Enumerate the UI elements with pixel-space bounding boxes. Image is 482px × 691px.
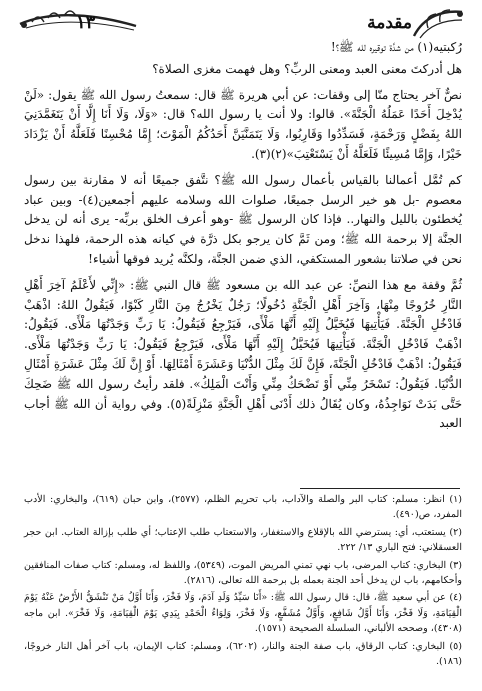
footnote: (٤) عن أبي سعيد ﷺ، قال: قال رسول الله ﷺ: «أَنَا سَيِّدُ وَلَدِ آدَمَ، وَلَا فَخْرَ، وَأَنَا أَوَّلُ مَنْ تَنْشَقُّ الأَرْضُ عَنْهُ يَوْمَ الْقِيَامَةِ، وَلَا فَخْرَ، وَأَنَا أَوَّلُ شَافِعٍ، وَأَوَّلُ مُشَفَّعٍ، وَلَا فَخْرَ، وَلِوَاءُ الْحَمْدِ بِيَدِي يَوْمَ الْقِيَامَةِ، وَلَا فَخْرَ». ابن ماجه (٤٣٠٨)، وصححه الألباني، السلسلة الصحيحة (١٥٧١). bbox=[24, 592, 462, 635]
footnote: (٢) يستعتب، أي: يسترضي الله بالإقلاع والاستغفار، والاستعتاب طلب الإعتاب؛ أي طلب بإزالة العتاب. ابن حجر العسقلاني: فتح الباري ١٣/ ٢٢٢. bbox=[24, 526, 463, 554]
body-paragraph: رُكبتيه(١) من شدَّة توقيره لله ﷺ؟! bbox=[330, 40, 462, 54]
footnotes bbox=[24, 492, 462, 671]
footnote: (٣) البخاري: كتاب المرضى، باب نهي تمني المريض الموت، (٥٣٤٩)، واللفظ له، ومسلم: كتاب صفات المنافقين وأحكامهم، باب لن يدخل أحد الجنة بعمله بل برحمة الله تعالى، (٢٨١٦). bbox=[24, 559, 462, 587]
body-paragraph: هل أدركتَ معنى العبد ومعنى الربِّ؟ وهل فهمت مغزى الصلاة؟ bbox=[152, 61, 462, 76]
header-ornament-right bbox=[410, 6, 466, 42]
footnote: (١) انظر: مسلم: كتاب البر والصلة والآداب، باب تحريم الظلم، (٢٥٧٧)، وابن حبان (٦١٩)، والبخاري: الأدب المفرد، ص(٤٩٠). bbox=[24, 494, 462, 521]
footnote-divider bbox=[300, 488, 460, 489]
body-paragraph: ثُمَّ وقفة مع هذا النصِّ: عن عبد الله بن مسعود ﷺ قال النبي ﷺ: «إِنِّي لأَعْلَمُ آخِرَ أَهْلِ النَّارِ خُرُوجًا مِنْهَا، وَآخِرَ أَهْلِ الْجَنَّةِ دُخُولًا؛ رَجُلٌ يَخْرُجُ مِنَ النَّارِ كَبْوًا، فَيَقُولُ اللهُ: اذْهَبْ فَادْخُلِ الْجَنَّةَ. فَيَأْتِيهَا فَيُخَيَّلُ إِلَيْهِ أَنَّهَا مَلْأَى، فَيَرْجِعُ فَيَقُولُ: يَا رَبِّ وَجَدْتُهَا مَلْأَى. فَيَقُولُ: اذْهَبْ فَادْخُلِ الْجَنَّةَ. فَيَأْتِيهَا فَيُخَيَّلُ إِلَيْهِ أَنَّهَا مَلْأَى، فَيَرْجِعُ فَيَقُولُ: يَا رَبِّ وَجَدْتُهَا مَلْأَى. فَيَقُولُ: اذْهَبْ فَادْخُلِ الْجَنَّةَ، فَإِنَّ لَكَ مِثْلَ الدُّنْيَا وَعَشَرَةَ أَمْثَالِهَا. أَوْ إِنَّ لَكَ مِثْلَ عَشَرَةِ أَمْثَالِ الدُّنْيَا. فَيَقُولُ: تَسْخَرُ مِنِّي أَوْ تَضْحَكُ مِنِّي وَأَنْتَ الْمَلِكُ». فلقد رأيتُ رسول الله ﷺ ضَحِكَ حَتَّى بَدَتْ نَوَاجِذُهُ، وكان يُقَالُ ذلك أَدْنَى أَهْلِ الْجَنَّةِ مَنْزِلَةً(٥). وفي رواية أن الله ﷺ أجاب العبد bbox=[24, 277, 463, 431]
footnote: (٥) البخاري: كتاب الرقاق، باب صفة الجنة والنار، (٦٢٠٢)، ومسلم: كتاب الإيمان، باب آخر أهل النار خروجًا، (١٨٦). bbox=[24, 640, 463, 668]
body-paragraph: نصٌّ آخر يحتاج منّا إلى وقفات: عن أبي هريرة ﷺ قال: سمعتُ رسول الله ﷺ يقول: «لَنْ يُدْخِلَ أَحَدًا عَمَلُهُ الْجَنَّةَ». قالوا: ولا أنت يا رسول الله؟ قال: «وَلَا، وَلَا أَنَا إِلَّا أَنْ يَتَغَمَّدَنِيَ اللهُ بِفَضْلٍ وَرَحْمَةٍ، فَسَدِّدُوا وَقَارِبُوا، وَلَا يَتَمَنَّيَنَّ أَحَدُكُمُ الْمَوْتَ؛ إِمَّا مُحْسِنًا فَلَعَلَّهُ أَنْ يَزْدَادَ خَيْرًا، وَإِمَّا مُسِيئًا فَلَعَلَّهُ أَنْ يَسْتَعْتِبَ»(٢)(٣). bbox=[24, 87, 462, 161]
page-body bbox=[24, 38, 462, 440]
page-number: ١٣ bbox=[76, 12, 96, 33]
header-title: مقدمة bbox=[367, 13, 412, 33]
body-paragraph: كم تُمَّل أعمالنا بالقياس بأعمال رسول الله ﷺ؟ نتَّفق جميعًا أنه لا مقارنة بين رسول معصوم -بل هو خير الرسل جميعًا، صلوات الله وسلامه عليهم أجمعين(٤)- وبين عباد يُخطئون بالليل والنهار.. فإذا كان الرسول ﷺ -وهو أعرف الخلق بربِّه- يرى أنه لن يدخل الجنَّة إلا برحمة الله ﷺ؛ ومن ثَمَّ كان يرجو بكل ذرَّة في كيانه هذه الرحمة، فلهذا ندخل نحن في صلاتنا بشعور المستكفي، الذي ضمن الجنَّة، ولكنَّه يُريد فوقها أشياء! bbox=[24, 172, 462, 266]
